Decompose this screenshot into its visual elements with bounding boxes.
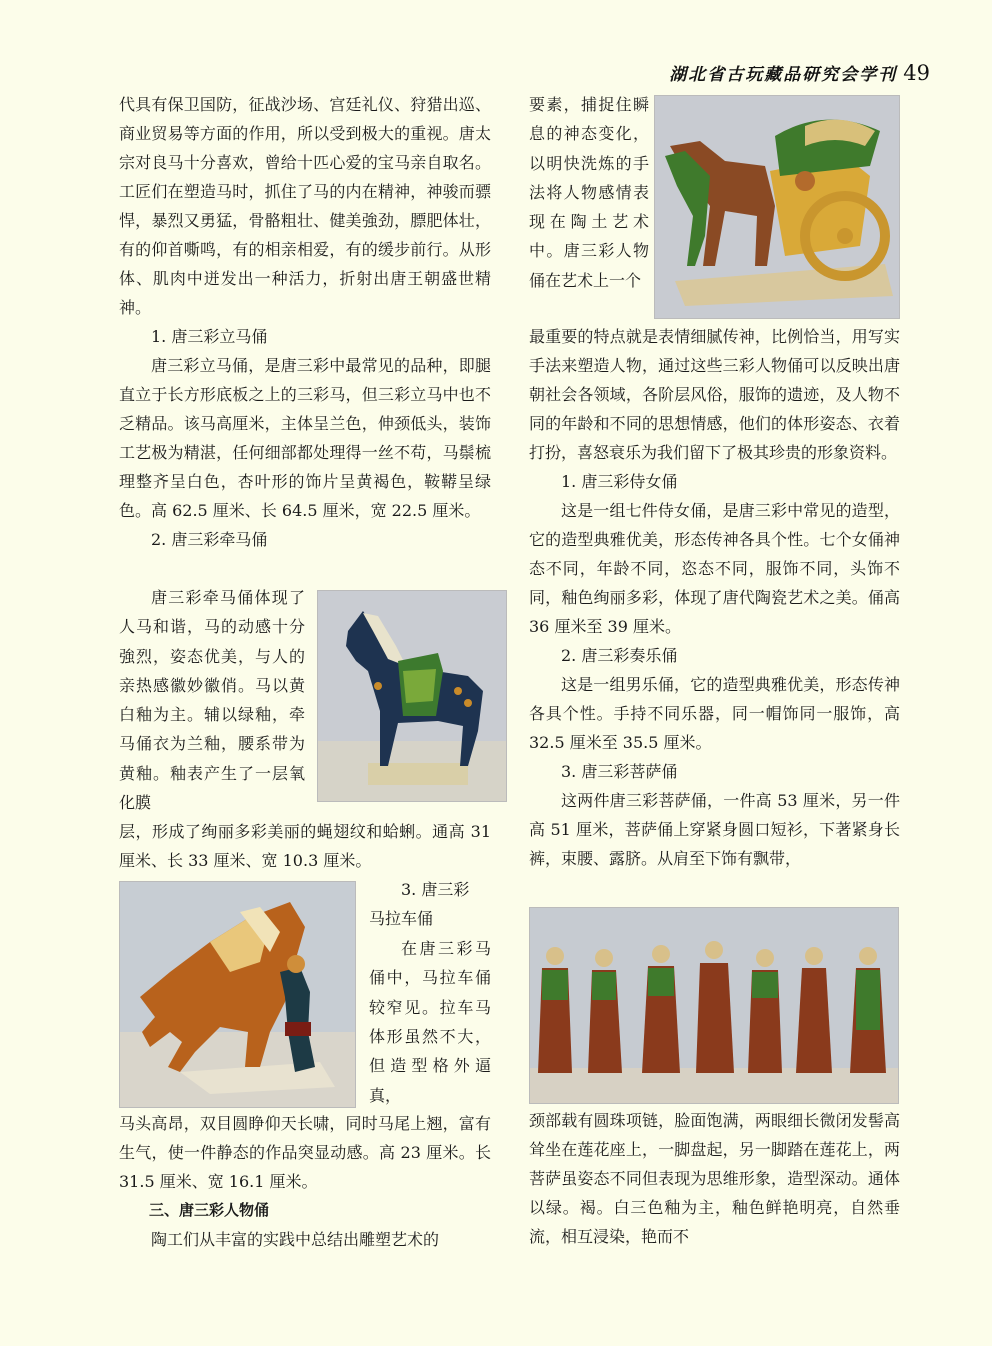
left-column-top: [119, 90, 491, 554]
journal-title: 湖北省古玩藏品研究会学刊: [669, 65, 898, 85]
paragraph-bodhisattva-cont: 颈部载有圆珠项链，脸面饱满，两眼细长微闭发髻高耸坐在莲花座上，一脚盘起，另一脚踏在莲花上，两菩萨虽姿态不同但表现为思维形象，造型深动。通体以绿。褐。白三色釉为主，釉色鲜艳明亮，自然垂流，相互浸染，艳而不: [529, 1111, 900, 1246]
paragraph-bodhisattva: 这两件唐三彩菩萨俑，一件高 53 厘米，另一件高 51 厘米，菩萨俑上穿紧身圆口短衫，下著紧身长裤，束腰、露脐。从肩至下饰有飘带，: [529, 791, 900, 868]
heading-musician-figures: 2. 唐三彩奏乐俑: [561, 646, 678, 665]
left-column-mid: [119, 817, 491, 875]
photo-horse-with-groom: [119, 881, 356, 1108]
photo-blue-horse: [317, 590, 507, 802]
paragraph-musician-figures: 这是一组男乐俑，它的造型典雅优美，形态传神各具个性。手持不同乐器，同一帽饰同一服饰，高 32.5 厘米至 35.5 厘米。: [529, 675, 900, 752]
heading-maid-figures: 1. 唐三彩侍女俑: [561, 472, 678, 491]
left-narrow-right: [369, 875, 491, 1110]
paragraph-groom-horse-wrap: 唐三彩牵马俑体现了人马和谐，马的动感十分強烈，姿态优美，与人的亲热感徽妙徽俏。马以黄白釉为主。辅以绿釉，牵马俑衣为兰釉，腰系带为黄釉。釉表产生了一层氧化膜: [119, 588, 305, 813]
photo-seven-maids: [529, 907, 899, 1104]
right-column-bottom: [529, 1106, 900, 1251]
heading-groom-horse: 2. 唐三彩牵马俑: [151, 530, 268, 549]
heading-standing-horse: 1. 唐三彩立马俑: [151, 327, 268, 346]
paragraph-horse-cart: 在唐三彩马俑中，马拉车俑较窄见。拉车马体形虽然不大，但造型格外逼真，: [369, 938, 491, 1105]
paragraph-figures-narrow: 要素，捕捉住瞬息的神态变化，以明快洗炼的手法将人物感情表现在陶土艺术中。唐三彩人物俑在艺术上一个: [529, 95, 649, 290]
heading-horse-cart-a: 3. 唐三彩: [401, 880, 470, 899]
paragraph-horse-cart-end: 马头高昂，双目圆睁仰天长啸，同时马尾上翘，富有生气，使一件静态的作品突显动感。高 23 厘米。长 31.5 厘米、宽 16.1 厘米。: [119, 1114, 491, 1191]
journal-header: [669, 60, 930, 85]
intro-paragraph: 代具有保卫国防，征战沙场、宫廷礼仪、狩猎出巡、商业贸易等方面的作用，所以受到极大的重视。唐太宗对良马十分喜欢，曾给十匹心爱的宝马亲自取名。工匠们在塑造马时，抓住了马的内在精神，神骏而骠悍，暴烈又勇猛，骨骼粗壮、健美強劲，膘肥体壮，有的仰首嘶鸣，有的相亲相爱，有的缓步前行。从形体、肌肉中迸发出一种活力，折射出唐王朝盛世精神。: [119, 95, 491, 317]
heading-bodhisattva: 3. 唐三彩菩萨俑: [561, 762, 678, 781]
right-column-mid: [529, 322, 900, 873]
paragraph-figures-intro: 陶工们从丰富的实践中总结出雕塑艺术的: [151, 1230, 440, 1249]
paragraph-maid-figures: 这是一组七件侍女俑，是唐三彩中常见的造型，它的造型典雅优美，形态传神各具个性。七个女俑神态不同，年龄不同，恣态不同，服饰不同，头饰不同，釉色绚丽多彩，体现了唐代陶瓷艺术之美。俑高 36 厘米至 39 厘米。: [529, 501, 900, 636]
page-number: 49: [903, 61, 930, 85]
paragraph-figures-wide: 最重要的特点就是表情细腻传神，比例恰当，用写实手法来塑造人物，通过这些三彩人物俑可以反映出唐朝社会各领域，各阶层风俗，服饰的遗迹，及人物不同的年龄和不同的思想情感，他们的体形姿态、衣着打扮，喜怒衰乐为我们留下了极其珍贵的形象资料。: [529, 327, 900, 462]
section-heading-figures: 三、唐三彩人物俑: [149, 1201, 270, 1219]
paragraph-standing-horse: 唐三彩立马俑，是唐三彩中最常见的品种，即腿直立于长方形底板之上的三彩马，但三彩立马中也不乏精品。该马高厘米，主体呈兰色，伸颈低头，装饰工艺极为精湛，任何细部都处理得一丝不苟，马鬃梳理整齐呈白色，杏叶形的饰片呈黄褐色，鞍鞯呈绿色。高 62.5 厘米、长 64.5 厘米，宽 22.5 厘米。: [119, 356, 491, 520]
left-column-bottom: [119, 1109, 491, 1254]
paragraph-groom-horse-end: 层，形成了绚丽多彩美丽的蝇翅纹和蛤蜊。通高 31 厘米、长 33 厘米、宽 10.3 厘米。: [119, 822, 491, 870]
photo-horse-cart: [654, 95, 900, 319]
heading-horse-cart-b: 马拉车俑: [369, 909, 434, 929]
